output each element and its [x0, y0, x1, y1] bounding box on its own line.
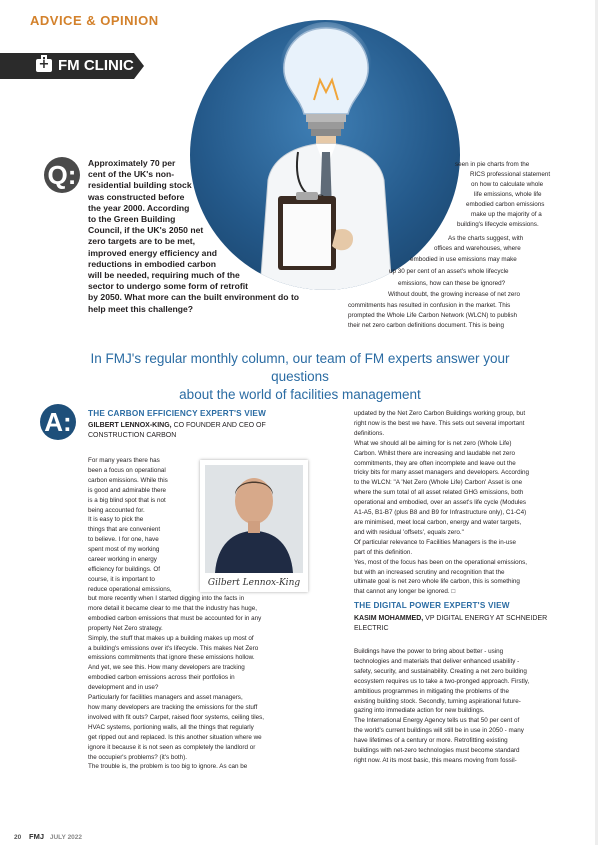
body-line: Carbon. Whilst there are increasing and laudable net zero — [354, 449, 516, 457]
question-line: will be needed, requiring much of the — [88, 270, 240, 281]
question-line: the year 2000. According — [88, 202, 190, 213]
body-line: spent most of my working — [88, 546, 160, 554]
question-line: to the Green Building — [88, 214, 176, 225]
body-line: The trouble is, the problem is too big to ignore. As can be — [88, 763, 248, 771]
expert1-name: GILBERT LENNOX-KING, — [88, 422, 172, 429]
column-banner — [0, 53, 134, 79]
page-number: 20 — [14, 834, 22, 841]
portrait-neck — [248, 521, 260, 533]
body-line: ignore it because it is not seen as completely the landlord or — [88, 743, 256, 751]
continuation-line: Without doubt, the growing increase of net zero — [388, 291, 520, 298]
expert2-heading: THE DIGITAL POWER EXPERT'S VIEW — [354, 601, 510, 610]
body-line: things that are convenient — [88, 526, 161, 534]
bulb-base-ring-2 — [308, 122, 344, 129]
intro-line: about the world of facilities management — [179, 387, 421, 402]
question-continuation — [455, 160, 529, 170]
body-line: definitions. — [354, 429, 385, 437]
column-title: FM CLINIC — [58, 57, 134, 74]
continuation-line: their net zero carbon definitions document. This is being — [348, 322, 504, 329]
continuation-line: offices and warehouses, where — [434, 245, 521, 252]
continuation-line: commitments has resulted in confusion in the market. This — [348, 302, 511, 309]
body-line: is good and admirable there — [88, 486, 167, 494]
body-line: but more recently when I started digging into the facts in — [88, 595, 245, 602]
body-line: Buildings have the power to bring about better - using — [354, 648, 504, 655]
question-line: help meet this challenge? — [88, 303, 194, 314]
body-line: Of particular relevance to Facilities Managers is the in-use — [354, 538, 517, 546]
clipboard-clip — [296, 192, 318, 200]
face — [235, 478, 273, 524]
expert1-byline — [88, 421, 266, 441]
body-line: to the WLCN: "A 'Net Zero (Whole Life) Carbon' Asset is one — [354, 479, 523, 487]
body-line: efficiency for buildings. Of — [88, 565, 160, 573]
body-line: commitments, they are often incomplete and leave out the — [354, 459, 516, 467]
body-line: Yes, most of the focus has been on the operational emissions, — [354, 558, 528, 566]
continuation-line: on how to calculate whole — [471, 181, 544, 188]
body-line: right now. At its most basic, this means moving from fossil- — [354, 756, 517, 764]
expert2-name: KASIM MOHAMMED, — [354, 615, 424, 622]
body-line: development and in use? — [88, 684, 159, 692]
continuation-block — [457, 220, 539, 230]
body-line: course, it is important to — [88, 575, 155, 583]
expert1-body-right — [354, 409, 529, 597]
body-line: property Net Zero strategy. — [88, 624, 163, 632]
expert1-body-wide — [88, 594, 264, 772]
bulb-base-ring-3 — [311, 129, 341, 136]
body-line: buildings with net-zero technologies must become standard — [354, 747, 520, 755]
continuation-line: embodied carbon emissions — [466, 201, 545, 208]
expert1-title-cont: CONSTRUCTION CARBON — [88, 432, 177, 439]
magazine-brand: FMJ — [29, 832, 45, 841]
body-line: HVAC systems, portioning walls, all the things that regularly — [88, 723, 254, 731]
body-line: ultimate goal is net zero whole life carbon, this is something — [354, 578, 520, 586]
body-line: how many developers are tracking the emissions for the stuff — [88, 703, 258, 711]
body-line: A1-A5, B1-B7 (plus B8 and B9 for Infrastructure only), C1-C4) — [354, 509, 527, 517]
body-line: a building's emissions over it's lifecycle. This makes Net Zero — [88, 644, 259, 652]
continuation-line: prompted the Whole Life Carbon Network (WLCN) to publish — [348, 312, 518, 319]
body-line: What we should all be aiming for is net zero (Whole Life) — [354, 439, 512, 447]
body-line: and with residual 'offsets', equals zero." — [354, 528, 464, 536]
continuation-line: up 30 per cent of an asset's whole lifecycle — [389, 268, 509, 275]
body-line: technologies and materials that deliver enhanced usability - — [354, 657, 520, 665]
question-line: was constructed before — [88, 191, 185, 202]
bulb-base-ring-1 — [306, 114, 346, 122]
body-line: Simply, the stuff that makes up a building makes up most of — [88, 634, 254, 642]
question-line: cent of the UK's non- — [88, 169, 175, 180]
continuation-block — [388, 290, 520, 300]
expert1-heading: THE CARBON EFFICIENCY EXPERT'S VIEW — [88, 409, 267, 418]
body-line: career working in energy — [88, 556, 157, 564]
expert1-title: CO FOUNDER AND CEO OF — [171, 422, 266, 429]
body-line: ecosystem requires us to take a two-pronged approach. Firstly, — [354, 677, 530, 685]
question-line: Council, if the UK's 2050 net — [88, 225, 204, 236]
body-line: carbon emissions. While this — [88, 476, 168, 484]
continuation-line: make up the majority of a — [471, 211, 542, 218]
body-line: existing building stock. Secondly, turning aspirational future- — [354, 697, 521, 705]
body-line: safety, security, and sustainability. Creating a net zero building — [354, 667, 527, 675]
section-tag: ADVICE & OPINION — [30, 13, 159, 28]
body-line: have lifetimes of a century or more. Retrofitting existing — [354, 737, 508, 745]
continuation-line: As the charts suggest, with — [448, 235, 524, 242]
issue-date: JULY 2022 — [49, 834, 83, 841]
continuation-line: life emissions, whole life — [474, 191, 542, 198]
body-line: operational and embodied, over an asset's life cycle (Modules — [354, 499, 527, 507]
continuation-block — [398, 279, 505, 289]
body-line: The International Energy Agency tells us that 50 per cent of — [354, 717, 520, 725]
question-line: by 2050. What more can the built environment do to — [88, 292, 300, 303]
continuation-block — [410, 255, 517, 265]
body-line: involved with fit outs? Carpet, raised floor systems, ceiling tiles, — [88, 713, 265, 721]
question-badge: Q: — [44, 157, 80, 193]
question-text — [88, 158, 300, 315]
continuation-block — [471, 180, 543, 190]
body-line: to believe. I for one, have — [88, 536, 159, 544]
body-line: embodied carbon emissions that must be accounted for in any — [88, 614, 262, 622]
continuation-line: seen in pie charts from the — [455, 161, 530, 168]
body-line: emissions commitments that ignore these emissions hollow. — [88, 654, 255, 662]
continuation-block — [466, 200, 544, 210]
question-line: residential building stock — [88, 180, 192, 191]
body-line: but with an increased scrutiny and recognition that the — [354, 568, 505, 576]
body-line: where the sum total of all asset related GHG emissions, both — [354, 489, 524, 497]
body-line: being accounted for. — [88, 506, 145, 514]
continuation-block — [470, 170, 550, 180]
clipboard-paper — [283, 204, 331, 266]
body-line: the occupier's problems? (it's both). — [88, 753, 188, 761]
body-line: For many years there has — [88, 457, 160, 464]
expert2-body — [354, 647, 529, 766]
body-line: And yet, we see this. How many developers are tracking — [88, 664, 245, 672]
continuation-block — [471, 210, 542, 220]
continuation-line: building's lifecycle emissions. — [457, 221, 539, 228]
question-line: Approximately 70 per — [88, 158, 176, 168]
continuation-line: RICS professional statement — [470, 171, 551, 178]
page-footer — [14, 832, 82, 841]
question-line: improved energy efficiency and — [88, 247, 217, 258]
body-line: updated by the Net Zero Carbon Buildings working group, but — [354, 410, 526, 417]
expert1-body-narrow — [88, 456, 172, 595]
intro-line: In FMJ's regular monthly column, our team of FM experts answer your questions — [90, 351, 510, 384]
body-line: embodied carbon emissions across their portfolios in — [88, 674, 235, 682]
answer-badge: A: — [40, 404, 76, 440]
portrait-image — [205, 465, 303, 573]
body-line: tricky bits for many asset managers and developers. According — [354, 469, 529, 477]
continuation-block — [348, 301, 517, 331]
expert2-title-cont: ELECTRIC — [354, 625, 389, 632]
body-line: that cannot any longer be ignored. □ — [354, 588, 456, 596]
question-line: sector to undergo some form of retrofit — [88, 281, 248, 292]
continuation-line: embodied in use emissions may make — [410, 256, 517, 263]
body-line: is a big blind spot that is not — [88, 496, 166, 504]
continuation-block — [389, 267, 509, 277]
body-line: are minimised, meet local carbon, energy and water targets, — [354, 518, 522, 526]
body-line: right now is the best we have. This sets out several important — [354, 419, 525, 427]
body-line: gazing into immediate action for new buildings. — [354, 707, 485, 715]
body-line: more detail it became clear to me that the industry has huge, — [88, 604, 258, 612]
body-line: reduce operational emissions, — [88, 585, 172, 593]
continuation-block — [434, 244, 521, 254]
continuation-block — [474, 190, 542, 200]
first-aid-kit-icon — [36, 59, 52, 72]
expert1-portrait — [200, 460, 308, 592]
question-line: reductions in embodied carbon — [88, 258, 216, 269]
body-line: the world's current buildings will still be in use in 2050 - many — [354, 727, 524, 735]
continuation-block — [448, 234, 523, 244]
portrait-silhouette — [205, 465, 303, 573]
expert1-signature: Gilbert Lennox-King — [207, 578, 301, 588]
expert2-title: VP DIGITAL ENERGY AT SCHNEIDER — [423, 615, 548, 622]
question-line: zero targets are to be met, — [88, 236, 195, 247]
continuation-line: emissions, how can these be ignored? — [398, 280, 506, 287]
expert2-byline — [354, 614, 547, 634]
body-line: been a focus on operational — [88, 466, 166, 474]
body-line: get ripped out and replaced. Is this another situation where we — [88, 733, 262, 741]
body-line: Particularly for facilities managers and asset managers, — [88, 694, 243, 702]
column-intro — [80, 350, 520, 404]
body-line: It is easy to pick the — [88, 516, 144, 524]
body-line: ambitious programmes in mitigating the problems of the — [354, 687, 510, 695]
body-line: part of this definition. — [354, 548, 413, 556]
